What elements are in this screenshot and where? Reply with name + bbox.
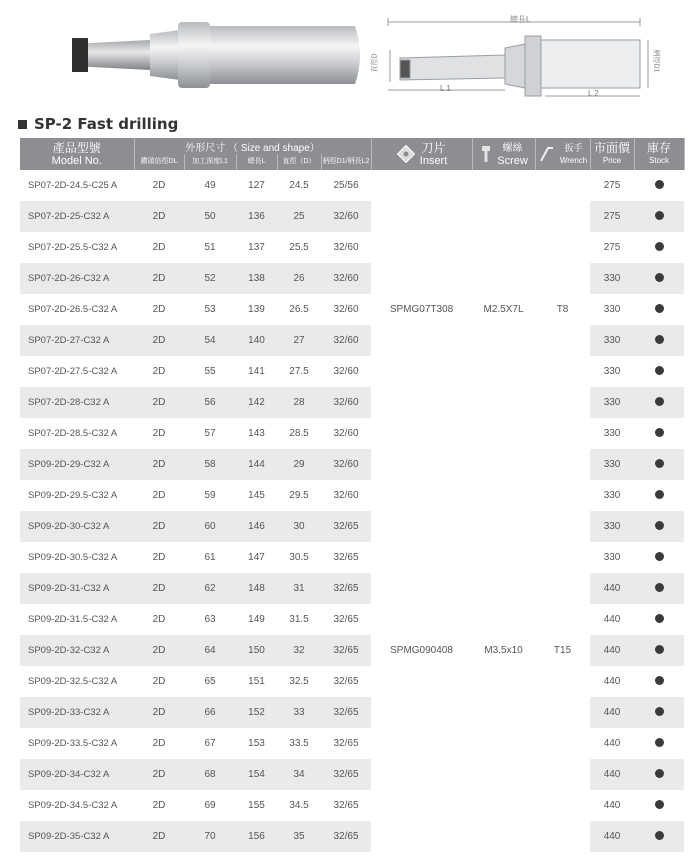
model-cell: SP09-2D-34-C32 A bbox=[20, 759, 134, 790]
stock-dot-icon bbox=[655, 459, 664, 468]
shank-cell: 32/60 bbox=[333, 242, 359, 253]
l1-cell: 64 bbox=[184, 635, 236, 666]
l1-cell: 53 bbox=[204, 304, 216, 315]
stock-dot-icon bbox=[655, 211, 664, 220]
section-title bbox=[18, 115, 178, 133]
l1-cell: 70 bbox=[184, 821, 236, 852]
dl-cell: 2D bbox=[152, 428, 166, 439]
stock-dot-icon bbox=[655, 428, 664, 437]
diameter-cell: 25 bbox=[277, 201, 321, 232]
diameter-cell: 35 bbox=[277, 821, 321, 852]
model-cell: SP09-2D-30-C32 A bbox=[20, 511, 134, 542]
header-price: 市面價 Price bbox=[590, 138, 634, 170]
price-cell: 440 bbox=[590, 635, 634, 666]
length-cell: 151 bbox=[248, 676, 265, 687]
stock-dot-icon bbox=[655, 645, 664, 654]
stock-cell bbox=[634, 418, 684, 449]
l1-cell: 57 bbox=[204, 428, 216, 439]
price-cell: 330 bbox=[603, 366, 621, 377]
model-cell: SP07-2D-24.5-C25 A bbox=[28, 180, 118, 191]
length-cell: 139 bbox=[248, 304, 265, 315]
model-cell: SP09-2D-30.5-C32 A bbox=[28, 552, 118, 563]
length-cell: 148 bbox=[236, 573, 277, 604]
dl-cell: 2D bbox=[152, 614, 166, 625]
header-d1l2: 柄徑D1/柄長L2 bbox=[321, 154, 371, 170]
table-body bbox=[20, 170, 684, 852]
shank-cell: 32/65 bbox=[333, 738, 359, 749]
dl-cell: 2D bbox=[134, 573, 184, 604]
l1-cell: 56 bbox=[184, 387, 236, 418]
stock-cell bbox=[634, 232, 684, 263]
shank-cell: 32/60 bbox=[321, 387, 371, 418]
model-cell: SP09-2D-32-C32 A bbox=[20, 635, 134, 666]
length-cell: 143 bbox=[248, 428, 265, 439]
length-cell: 127 bbox=[248, 180, 265, 191]
length-cell: 144 bbox=[236, 449, 277, 480]
spec-table bbox=[20, 138, 685, 852]
stock-cell bbox=[634, 728, 684, 759]
shank-cell: 32/60 bbox=[333, 490, 359, 501]
dl-cell: 2D bbox=[134, 635, 184, 666]
model-cell: SP07-2D-28-C32 A bbox=[20, 387, 134, 418]
shank-cell: 32/65 bbox=[333, 552, 359, 563]
l1-cell: 54 bbox=[184, 325, 236, 356]
model-cell: SP07-2D-26-C32 A bbox=[20, 263, 134, 294]
screw-cell: M3.5x10 bbox=[472, 449, 535, 852]
model-cell: SP09-2D-31.5-C32 A bbox=[28, 614, 118, 625]
stock-cell bbox=[634, 542, 684, 573]
stock-cell bbox=[634, 697, 684, 728]
model-cell: SP09-2D-34.5-C32 A bbox=[28, 800, 118, 811]
diameter-cell: 31.5 bbox=[289, 614, 309, 625]
shank-cell: 32/65 bbox=[333, 676, 359, 687]
diameter-cell: 26 bbox=[277, 263, 321, 294]
l1-cell: 59 bbox=[204, 490, 216, 501]
header-screw: 螺絲 Screw bbox=[472, 138, 535, 170]
length-cell: 153 bbox=[248, 738, 265, 749]
header-d: 直徑（D） bbox=[277, 154, 321, 170]
stock-dot-icon bbox=[655, 552, 664, 561]
diameter-cell: 24.5 bbox=[289, 180, 309, 191]
dl-cell: 2D bbox=[152, 242, 166, 253]
diameter-cell: 28.5 bbox=[289, 428, 309, 439]
diameter-cell: 33 bbox=[277, 697, 321, 728]
diameter-cell: 26.5 bbox=[289, 304, 309, 315]
header-model: 產品型號 Model No. bbox=[20, 138, 134, 170]
stock-cell bbox=[634, 201, 684, 232]
length-cell: 152 bbox=[236, 697, 277, 728]
insert-cell: SPMG090408 bbox=[371, 449, 472, 852]
stock-cell bbox=[634, 666, 684, 697]
diameter-cell: 34 bbox=[277, 759, 321, 790]
wrench-cell: T15 bbox=[535, 449, 590, 852]
dl-cell: 2D bbox=[134, 511, 184, 542]
shank-cell: 32/65 bbox=[321, 573, 371, 604]
drill-diameter-label: 直徑D bbox=[371, 53, 379, 73]
shank-cell: 32/65 bbox=[321, 511, 371, 542]
stock-cell bbox=[634, 573, 684, 604]
stock-cell bbox=[634, 821, 684, 852]
wrench-icon bbox=[538, 144, 556, 164]
shank-cell: 32/65 bbox=[333, 614, 359, 625]
drill-photo bbox=[72, 22, 360, 88]
diameter-cell: 28 bbox=[277, 387, 321, 418]
shank-cell: 32/60 bbox=[333, 366, 359, 377]
shank-cell: 32/65 bbox=[333, 800, 359, 811]
shank-cell: 32/60 bbox=[321, 201, 371, 232]
diameter-cell: 29.5 bbox=[289, 490, 309, 501]
length-cell: 140 bbox=[236, 325, 277, 356]
length-cell: 156 bbox=[236, 821, 277, 852]
price-cell: 440 bbox=[603, 676, 621, 687]
stock-cell bbox=[634, 325, 684, 356]
stock-dot-icon bbox=[655, 521, 664, 530]
length-cell: 136 bbox=[236, 201, 277, 232]
screw-cell: M2.5X7L bbox=[472, 170, 535, 449]
shank-cell: 25/56 bbox=[333, 180, 359, 191]
stock-cell bbox=[634, 790, 684, 821]
stock-dot-icon bbox=[655, 738, 664, 747]
model-cell: SP07-2D-28.5-C32 A bbox=[28, 428, 118, 439]
stock-dot-icon bbox=[655, 273, 664, 282]
screw-icon bbox=[479, 144, 493, 164]
length-cell: 145 bbox=[248, 490, 265, 501]
price-cell: 275 bbox=[603, 242, 621, 253]
l1-cell: 66 bbox=[184, 697, 236, 728]
stock-cell bbox=[634, 263, 684, 294]
price-cell: 275 bbox=[590, 201, 634, 232]
price-cell: 440 bbox=[603, 800, 621, 811]
length-cell: 138 bbox=[236, 263, 277, 294]
price-cell: 440 bbox=[603, 614, 621, 625]
stock-cell bbox=[634, 604, 684, 635]
l1-cell: 49 bbox=[204, 180, 216, 191]
shank-cell: 32/60 bbox=[321, 449, 371, 480]
l1-cell: 65 bbox=[204, 676, 216, 687]
stock-dot-icon bbox=[655, 304, 664, 313]
dl-cell: 2D bbox=[152, 800, 166, 811]
l1-label: L 1 bbox=[440, 84, 451, 93]
dl-cell: 2D bbox=[152, 490, 166, 501]
shank-cell: 32/65 bbox=[321, 759, 371, 790]
header-dl: 鑽頭倍徑DL bbox=[134, 154, 184, 170]
header-l1: 加工深度L1 bbox=[184, 154, 236, 170]
insert-cell: SPMG07T308 bbox=[371, 170, 472, 449]
stock-dot-icon bbox=[655, 335, 664, 344]
stock-cell bbox=[634, 635, 684, 666]
stock-cell bbox=[634, 480, 684, 511]
price-cell: 330 bbox=[590, 387, 634, 418]
l1-cell: 62 bbox=[184, 573, 236, 604]
dl-cell: 2D bbox=[152, 366, 166, 377]
stock-cell bbox=[634, 511, 684, 542]
l1-cell: 60 bbox=[184, 511, 236, 542]
l1-cell: 58 bbox=[184, 449, 236, 480]
l1-cell: 67 bbox=[204, 738, 216, 749]
shank-cell: 32/65 bbox=[321, 697, 371, 728]
stock-cell bbox=[634, 449, 684, 480]
model-cell: SP09-2D-31-C32 A bbox=[20, 573, 134, 604]
header-wrench: 扳手 Wrench bbox=[535, 138, 590, 170]
price-cell: 440 bbox=[603, 738, 621, 749]
diameter-cell: 32.5 bbox=[289, 676, 309, 687]
length-cell: 150 bbox=[236, 635, 277, 666]
price-cell: 330 bbox=[590, 511, 634, 542]
wrench-cell: T8 bbox=[535, 170, 590, 449]
length-cell: 149 bbox=[248, 614, 265, 625]
price-cell: 330 bbox=[603, 428, 621, 439]
dl-cell: 2D bbox=[152, 304, 166, 315]
table-header bbox=[20, 138, 684, 170]
stock-dot-icon bbox=[655, 180, 664, 189]
table-row bbox=[20, 449, 684, 480]
product-hero bbox=[0, 0, 698, 110]
stock-cell bbox=[634, 759, 684, 790]
dl-cell: 2D bbox=[134, 387, 184, 418]
length-cell: 155 bbox=[248, 800, 265, 811]
diameter-cell: 25.5 bbox=[289, 242, 309, 253]
diameter-cell: 34.5 bbox=[289, 800, 309, 811]
stock-cell bbox=[634, 387, 684, 418]
model-cell: SP09-2D-33-C32 A bbox=[20, 697, 134, 728]
insert-icon bbox=[396, 144, 416, 164]
diameter-cell: 29 bbox=[277, 449, 321, 480]
section-title-text: SP-2 Fast drilling bbox=[34, 115, 179, 133]
stock-dot-icon bbox=[655, 831, 664, 840]
diameter-cell: 30.5 bbox=[289, 552, 309, 563]
l1-cell: 50 bbox=[184, 201, 236, 232]
shank-cell: 32/60 bbox=[321, 325, 371, 356]
stock-dot-icon bbox=[655, 366, 664, 375]
l1-cell: 61 bbox=[204, 552, 216, 563]
dl-cell: 2D bbox=[134, 821, 184, 852]
price-cell: 330 bbox=[590, 325, 634, 356]
dl-cell: 2D bbox=[152, 676, 166, 687]
stock-dot-icon bbox=[655, 769, 664, 778]
length-cell: 142 bbox=[236, 387, 277, 418]
model-cell: SP07-2D-27-C32 A bbox=[20, 325, 134, 356]
shank-cell: 32/65 bbox=[321, 821, 371, 852]
model-cell: SP09-2D-35-C32 A bbox=[20, 821, 134, 852]
price-cell: 330 bbox=[603, 552, 621, 563]
stock-dot-icon bbox=[655, 583, 664, 592]
price-cell: 330 bbox=[590, 263, 634, 294]
stock-dot-icon bbox=[655, 800, 664, 809]
diameter-cell: 27 bbox=[277, 325, 321, 356]
shank-cell: 32/60 bbox=[321, 263, 371, 294]
price-cell: 440 bbox=[590, 573, 634, 604]
diameter-cell: 27.5 bbox=[289, 366, 309, 377]
model-cell: SP07-2D-25-C32 A bbox=[20, 201, 134, 232]
l2-label: L 2 bbox=[588, 89, 599, 98]
diameter-cell: 31 bbox=[277, 573, 321, 604]
stock-cell bbox=[634, 356, 684, 387]
l1-cell: 51 bbox=[204, 242, 216, 253]
price-cell: 440 bbox=[590, 821, 634, 852]
stock-dot-icon bbox=[655, 707, 664, 716]
length-cell: 146 bbox=[236, 511, 277, 542]
diameter-cell: 30 bbox=[277, 511, 321, 542]
dl-cell: 2D bbox=[134, 697, 184, 728]
stock-dot-icon bbox=[655, 490, 664, 499]
dl-cell: 2D bbox=[134, 449, 184, 480]
dl-cell: 2D bbox=[134, 263, 184, 294]
l1-cell: 63 bbox=[204, 614, 216, 625]
bullet-square-icon bbox=[18, 120, 27, 129]
price-cell: 440 bbox=[590, 759, 634, 790]
header-insert: 刀片 Insert bbox=[371, 138, 472, 170]
l1-cell: 68 bbox=[184, 759, 236, 790]
stock-cell bbox=[634, 170, 684, 201]
l1-cell: 52 bbox=[184, 263, 236, 294]
length-cell: 141 bbox=[248, 366, 265, 377]
length-cell: 154 bbox=[236, 759, 277, 790]
model-cell: SP07-2D-26.5-C32 A bbox=[28, 304, 118, 315]
model-cell: SP09-2D-33.5-C32 A bbox=[28, 738, 118, 749]
price-cell: 330 bbox=[590, 449, 634, 480]
price-cell: 440 bbox=[590, 697, 634, 728]
dl-cell: 2D bbox=[134, 325, 184, 356]
shank-cell: 32/60 bbox=[333, 428, 359, 439]
table-row bbox=[20, 170, 684, 201]
model-cell: SP09-2D-29.5-C32 A bbox=[28, 490, 118, 501]
length-cell: 147 bbox=[248, 552, 265, 563]
price-cell: 330 bbox=[603, 490, 621, 501]
l1-cell: 69 bbox=[204, 800, 216, 811]
shank-cell: 32/65 bbox=[321, 635, 371, 666]
dl-cell: 2D bbox=[152, 738, 166, 749]
stock-dot-icon bbox=[655, 676, 664, 685]
model-cell: SP07-2D-27.5-C32 A bbox=[28, 366, 118, 377]
drill-drawing bbox=[388, 18, 648, 96]
diameter-cell: 32 bbox=[277, 635, 321, 666]
model-cell: SP09-2D-32.5-C32 A bbox=[28, 676, 118, 687]
price-cell: 330 bbox=[603, 304, 621, 315]
dl-cell: 2D bbox=[152, 552, 166, 563]
l1-cell: 55 bbox=[204, 366, 216, 377]
shank-diameter-label: 柄徑D1 bbox=[652, 49, 660, 73]
stock-cell bbox=[634, 294, 684, 325]
total-length-label: 總長L bbox=[510, 15, 531, 24]
dl-cell: 2D bbox=[152, 180, 166, 191]
length-cell: 137 bbox=[248, 242, 265, 253]
header-stock: 庫存 Stock bbox=[634, 138, 684, 170]
dl-cell: 2D bbox=[134, 201, 184, 232]
model-cell: SP07-2D-25.5-C32 A bbox=[28, 242, 118, 253]
header-l: 總長L bbox=[236, 154, 277, 170]
dl-cell: 2D bbox=[134, 759, 184, 790]
diameter-cell: 33.5 bbox=[289, 738, 309, 749]
model-cell: SP09-2D-29-C32 A bbox=[20, 449, 134, 480]
header-size-group: 外形尺寸 （ Size and shape） bbox=[134, 138, 371, 154]
stock-dot-icon bbox=[655, 397, 664, 406]
stock-dot-icon bbox=[655, 242, 664, 251]
shank-cell: 32/60 bbox=[333, 304, 359, 315]
price-cell: 275 bbox=[603, 180, 621, 191]
stock-dot-icon bbox=[655, 614, 664, 623]
